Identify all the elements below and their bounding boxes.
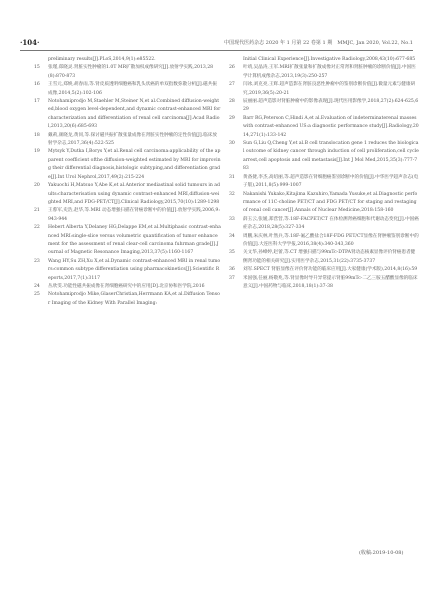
reference-item bbox=[229, 191, 419, 216]
reference-item bbox=[229, 115, 419, 140]
reference-item bbox=[34, 258, 221, 283]
reference-text: 王蓉军,史浩,赵华,等.MRI 动态增强扫描在肾癌诊断中的价值[J].放射学实践,2006,9:943-944 bbox=[48, 208, 220, 222]
reference-item bbox=[34, 182, 221, 207]
reference-item bbox=[229, 174, 419, 191]
reference-number: 32 bbox=[229, 191, 235, 197]
reference-text: 刘军.SPECT 肾脏显像在评价肾功能的临床应用[J].大家健康(学术版),2014,8(16):59 bbox=[243, 267, 418, 273]
reference-number: 30 bbox=[229, 141, 235, 147]
reference-number: 21 bbox=[34, 208, 40, 214]
reference-text: 周鹏,朱庆林,叶然兵,等.18F-氟乙酸盐合18F-FDG PET/CT显像在肾肿瘤鉴别诊断中的价值[J].大连医科大学学报,2016,38(4):340-343,360 bbox=[243, 233, 419, 247]
reference-text: 黄备捷,李杰,高绍丽,等.超声造影在肾细胞癌鉴别诊断中的价值[J].中华医学超声杂志(电子版),2011,8(5):999-1007 bbox=[243, 174, 419, 189]
reference-number: 15 bbox=[34, 65, 40, 71]
reference-item bbox=[34, 224, 221, 258]
reference-text: Nakanishi Yukako,Kitajima Kazuhiro,Yamada Yusuke,et al.Diagnostic performance of 11C-choline PET/CT and FDG PET/CT for staging and restaging of renal cell cancer[J].Annals of Nuclear Medicine,2018:158-160 bbox=[243, 191, 418, 214]
reference-item bbox=[34, 81, 221, 98]
reference-item bbox=[34, 148, 221, 182]
reference-text: Barr RG,Peterson C,Hindi A,et al.Evaluation of indeterminaterenal masses with contrast-enhanced US:a diagnostic performance study[J].Radiology,2014,271(1):133-142 bbox=[243, 115, 419, 138]
reference-column-right bbox=[229, 56, 419, 291]
reference-text: Yakuochi H,Matsuo Y,Abe K,et al.Anterior mediastinal solid tumours in adults:characterisation using dynamic contrast-enhanced MRI,diffusion-weighted MRI,and FDG-PET/CT[J].Clinical Radiology,2015,70(10):1289-1298 bbox=[48, 183, 220, 205]
reference-text: Wang HY,Su ZH,Xu X,et al.Dynamic contrast-enhanced MRI in renal tumors:common subtype differentiation using pharmacokinetics[J].Scientific Reports,2017,7(1):3117 bbox=[48, 258, 221, 281]
reference-text: Sun G,Liu Q,Cheng Y,et al.B cell translocation gene 1 reduces the biological outcome of kidney cancer through induction of cell proliferation,cell cycle arrest,cell apoptosis and cell metastasis[J].Int J Mol Med,2015,35(3):777-783 bbox=[243, 141, 419, 172]
reference-number: 24 bbox=[34, 283, 40, 289]
reference-number: 34 bbox=[229, 233, 235, 239]
reference-item bbox=[34, 64, 221, 81]
page-header bbox=[20, 38, 413, 51]
reference-number: 20 bbox=[34, 183, 40, 189]
reference-item bbox=[229, 249, 419, 266]
reference-item bbox=[229, 64, 419, 81]
reference-item bbox=[229, 216, 419, 233]
received-date: (收稿:2019-10-08) bbox=[359, 550, 404, 556]
reference-number: 23 bbox=[34, 258, 40, 264]
reference-number: 26 bbox=[229, 65, 235, 71]
reference-text: 关文华,孙峰婷,赵蕾,等.CT 增强扫描与99mTc-DTPA肾动态核素显像评价肾癌患者健侧肾功能的相关研究[J].实用医学杂志,2015,31(22):3735-3737 bbox=[243, 250, 416, 264]
reference-text: 叶靖,吴晶涛,王军.MRI扩散张量和扩散成像对正常肾和肾脏肿瘤的诊断价值[J].中国医学计算机成像杂志,2013,19(3):250-257 bbox=[243, 65, 416, 79]
reference-text: 薛玉云,张媛,郑营营,等.18F-FACPET/CT 在体检测肾癌细胞和代谢动态变化[J].中国癌症杂志,2018,28(5):327-334 bbox=[243, 216, 419, 231]
reference-item bbox=[229, 98, 419, 115]
reference-number: 35 bbox=[229, 250, 235, 256]
reference-item bbox=[229, 140, 419, 174]
reference-text: Initial Clinical Experience[J].Investigative Radiology,2008,43(10):677-685 bbox=[243, 57, 416, 62]
reference-item bbox=[34, 207, 221, 224]
reference-text: 辰丽丽.超声造影对肾脏肿瘤中的影像表现[J].现代医用影像学,2018,27(2):624-625,629 bbox=[243, 99, 419, 113]
reference-number: 29 bbox=[229, 115, 235, 121]
page-number: ·104· bbox=[20, 38, 40, 47]
reference-number: 37 bbox=[229, 275, 235, 281]
reference-item bbox=[229, 81, 419, 98]
reference-item bbox=[229, 56, 419, 64]
reference-text: 王雪元,郑焕,胡春雨,等.肾皮质透明细胞癌和乳头状癌的单双指数弥散分析[J].磁共振成像,2014,5(2):102-106 bbox=[48, 82, 217, 96]
reference-item bbox=[34, 283, 221, 291]
reference-number: 36 bbox=[229, 267, 235, 273]
reference-item bbox=[229, 233, 419, 250]
reference-item bbox=[229, 275, 419, 292]
reference-number: 25 bbox=[34, 292, 40, 298]
reference-number: 16 bbox=[34, 82, 40, 88]
journal-running-head: 中国现代医药杂志 2020 年 1 月第 22 卷第 1 期 MMJC, Jan 2020, Vol.22, No.1 bbox=[224, 40, 413, 46]
reference-number: 28 bbox=[229, 99, 235, 105]
reference-number: 31 bbox=[229, 174, 235, 180]
reference-number: 22 bbox=[34, 225, 40, 231]
reference-text: 丛欣雯.功能性磁共振成像在肾细胞癌研究中的应用[D].北京协和医学院,2016 bbox=[48, 283, 205, 289]
reference-column-left bbox=[34, 56, 221, 308]
reference-number: 33 bbox=[229, 216, 235, 222]
reference-item bbox=[34, 98, 221, 132]
reference-text: 闫冰,刘克亮,王辉.超声造影在肾脏良恶性肿瘤中的鉴别诊断价值[J].微量元素与健康研究,2019,36(5):20-21 bbox=[243, 82, 416, 96]
reference-text: Mytsyk Y,Dutka I,Borys Y,et al.Renal cell carcinoma:applicability of the apparent coefficient ofthe diffusion-weighted estimated by MRI for improving their differential diagnosis,histologic subtyping,and differentiation grade[J].Int Urol Nephrol,2017,49(2):215-224 bbox=[48, 149, 221, 180]
reference-number: 19 bbox=[34, 149, 40, 155]
reference-number: 18 bbox=[34, 132, 40, 138]
reference-text: 戴莉,颜晓龙,黄同,等.探讨磁共振扩散张量成像在肾脏实性肿瘤的定性价值[J].临床放射学杂志,2017,36(4):522-525 bbox=[48, 132, 217, 147]
reference-number: 17 bbox=[34, 99, 40, 105]
reference-text: 张瑾,郑晓灵.肾脏实性肿瘤的1.0T MR扩散加权成像研究[J].放射学实践,2013,28(8):870-873 bbox=[48, 65, 214, 79]
reference-text: 米国强,任丽,杨敬兆,等.肾显像时导升异常提示肾脏99mTc-二乙三胺五醋酸显像的临床意义[J].中国药物与临床,2018,18(1):37-38 bbox=[243, 275, 418, 289]
reference-text: preliminary results[J].PLoS,2014,9(1):e85522. bbox=[48, 57, 156, 62]
reference-text: Hebert Alberta Y,Delaney HG,Delappe EM,et al.Multiphasic contrast-enhanced MRI:single-slice versus volumetric quantification of tumor enhancement for the assessment of renal clear-cell carcinoma fuhrman grade[J].Journal of Magnetic Resonance Imaging,2013,37(5):1160-1167 bbox=[48, 225, 221, 256]
reference-item bbox=[34, 291, 221, 308]
reference-text: Notohamiprodjo M,Staehler M,Steiner N,et al.Combined diffusion-weighted,blood oxygen level-dependent,and dynamic contrast-enhanced MRI for characterization and differentiation of renal cell carcinoma[J].Acad Radiol,2013,20(6):685-693 bbox=[48, 99, 221, 130]
reference-text: Notohamiprodjo Mike,GlaserChristian,Herrmann KA,et al.Diffusion Tensor Imaging of the Kidney With Parallel Imaging: bbox=[48, 292, 220, 306]
reference-item bbox=[34, 132, 221, 149]
reference-item bbox=[34, 56, 221, 64]
reference-item bbox=[229, 266, 419, 274]
reference-number: 27 bbox=[229, 82, 235, 88]
